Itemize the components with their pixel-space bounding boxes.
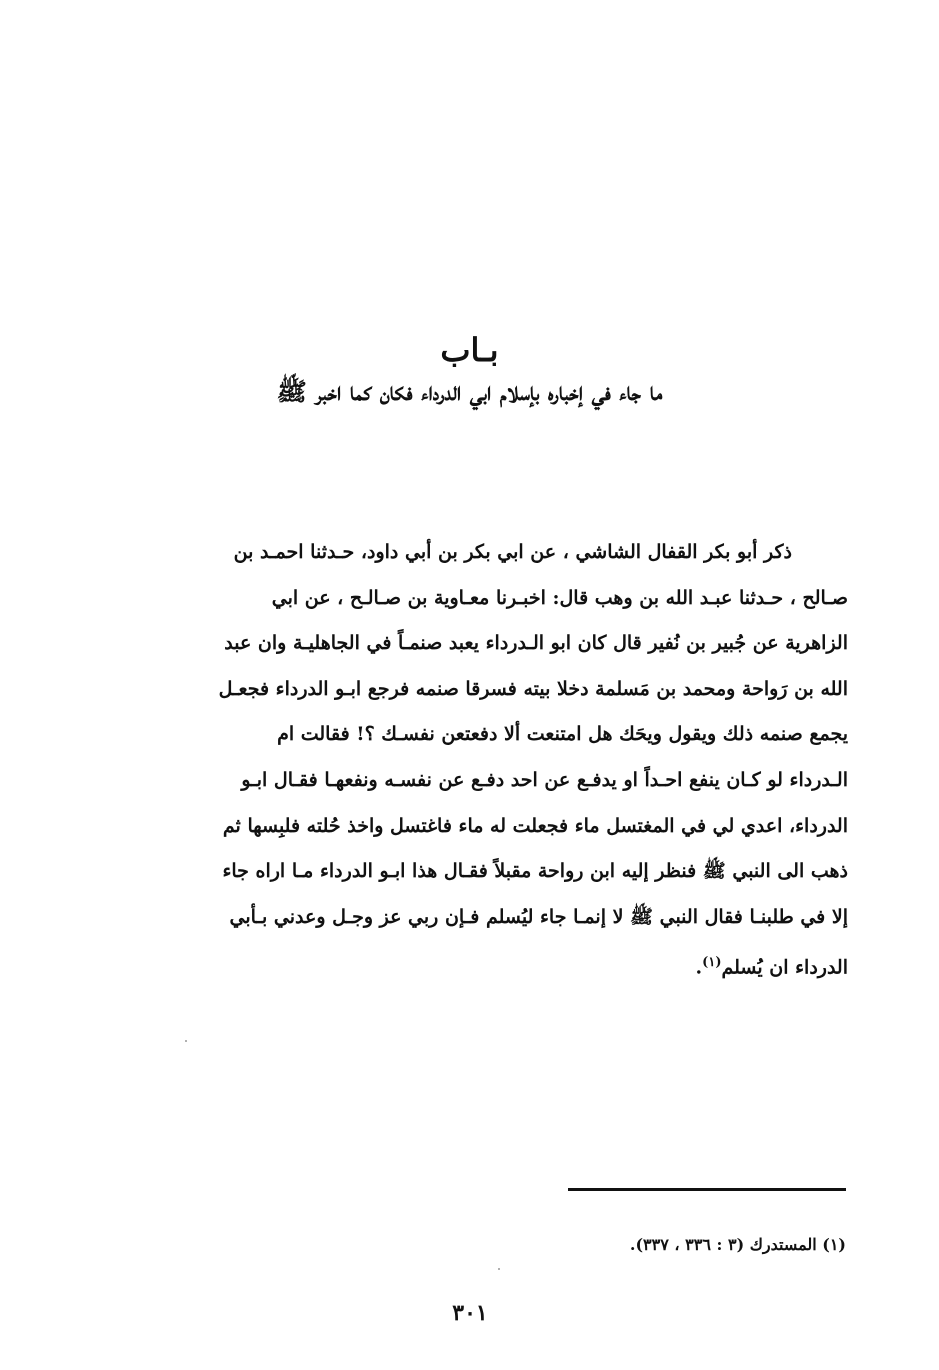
scan-speck bbox=[498, 1268, 500, 1270]
footnote-reference[interactable]: (١) bbox=[702, 955, 722, 971]
body-line-4: الله بن رَواحة ومحمد بن مَسلمة دخلا بيته فسرقا صنمه فرجع ابـو الدرداء فجعـل bbox=[218, 677, 848, 700]
body-line-9: إلا في طلبنـا فقال النبي ﷺ لا إنمـا جاء ليُسلم فـإن ربي عز وجـل وعدني بـأبي bbox=[229, 905, 848, 928]
footnote-divider bbox=[568, 1188, 846, 1191]
body-line-2: صـالح ، حـدثنا عبـد الله بن وهب قال: اخبـرنا معـاوية بن صـالـح ، عن ابي bbox=[271, 586, 848, 609]
body-line-1: ذكر أبو بكر القفال الشاشي ، عن ابي بكر بن أبي داود، حـدثنا احمـد بن bbox=[233, 541, 792, 563]
chapter-title: ما جاء في إخباره بإسلام ابي الدرداء فكان كما اخبر ﷺ bbox=[276, 377, 663, 406]
body-line-6: الـدرداء لو كـان ينفع احـداً او يدفـع عن احد دفـع عن نفسـه ونفعهـا فقـال ابـو bbox=[241, 768, 848, 791]
scan-speck bbox=[185, 1040, 187, 1042]
body-paragraph bbox=[118, 530, 848, 986]
chapter-label: بـاب bbox=[440, 331, 499, 369]
footnote: (١) المستدرك (٣ : ٣٣٦ ، ٣٣٧). bbox=[629, 1235, 846, 1254]
body-line-3: الزاهرية عن جُبير بن نُفير قال كان ابو الـدرداء يعبد صنمـاً في الجاهليـة وان عبد bbox=[224, 632, 848, 655]
body-line-7: الدرداء، اعدي لي في المغتسل ماء فجعلت له ماء فاغتسل واخذ حُلته فلبِسها ثم bbox=[222, 814, 848, 837]
body-line-10-text: الدرداء ان يُسلم bbox=[721, 956, 848, 979]
chapter-heading bbox=[100, 330, 839, 412]
end-mark: . bbox=[695, 956, 703, 979]
body-line-8: ذهب الى النبي ﷺ فنظر إليه ابن رواحة مقبلاً فقـال هذا ابـو الدرداء مـا اراه جاء bbox=[222, 860, 848, 883]
page-number: ٣٠١ bbox=[452, 1300, 488, 1326]
body-line-5: يجمع صنمه ذلك ويقول ويحَك هل امتنعت ألا دفعتعن نفسـك ؟! فقالت ام bbox=[277, 723, 848, 746]
body-line-10 bbox=[118, 940, 848, 986]
